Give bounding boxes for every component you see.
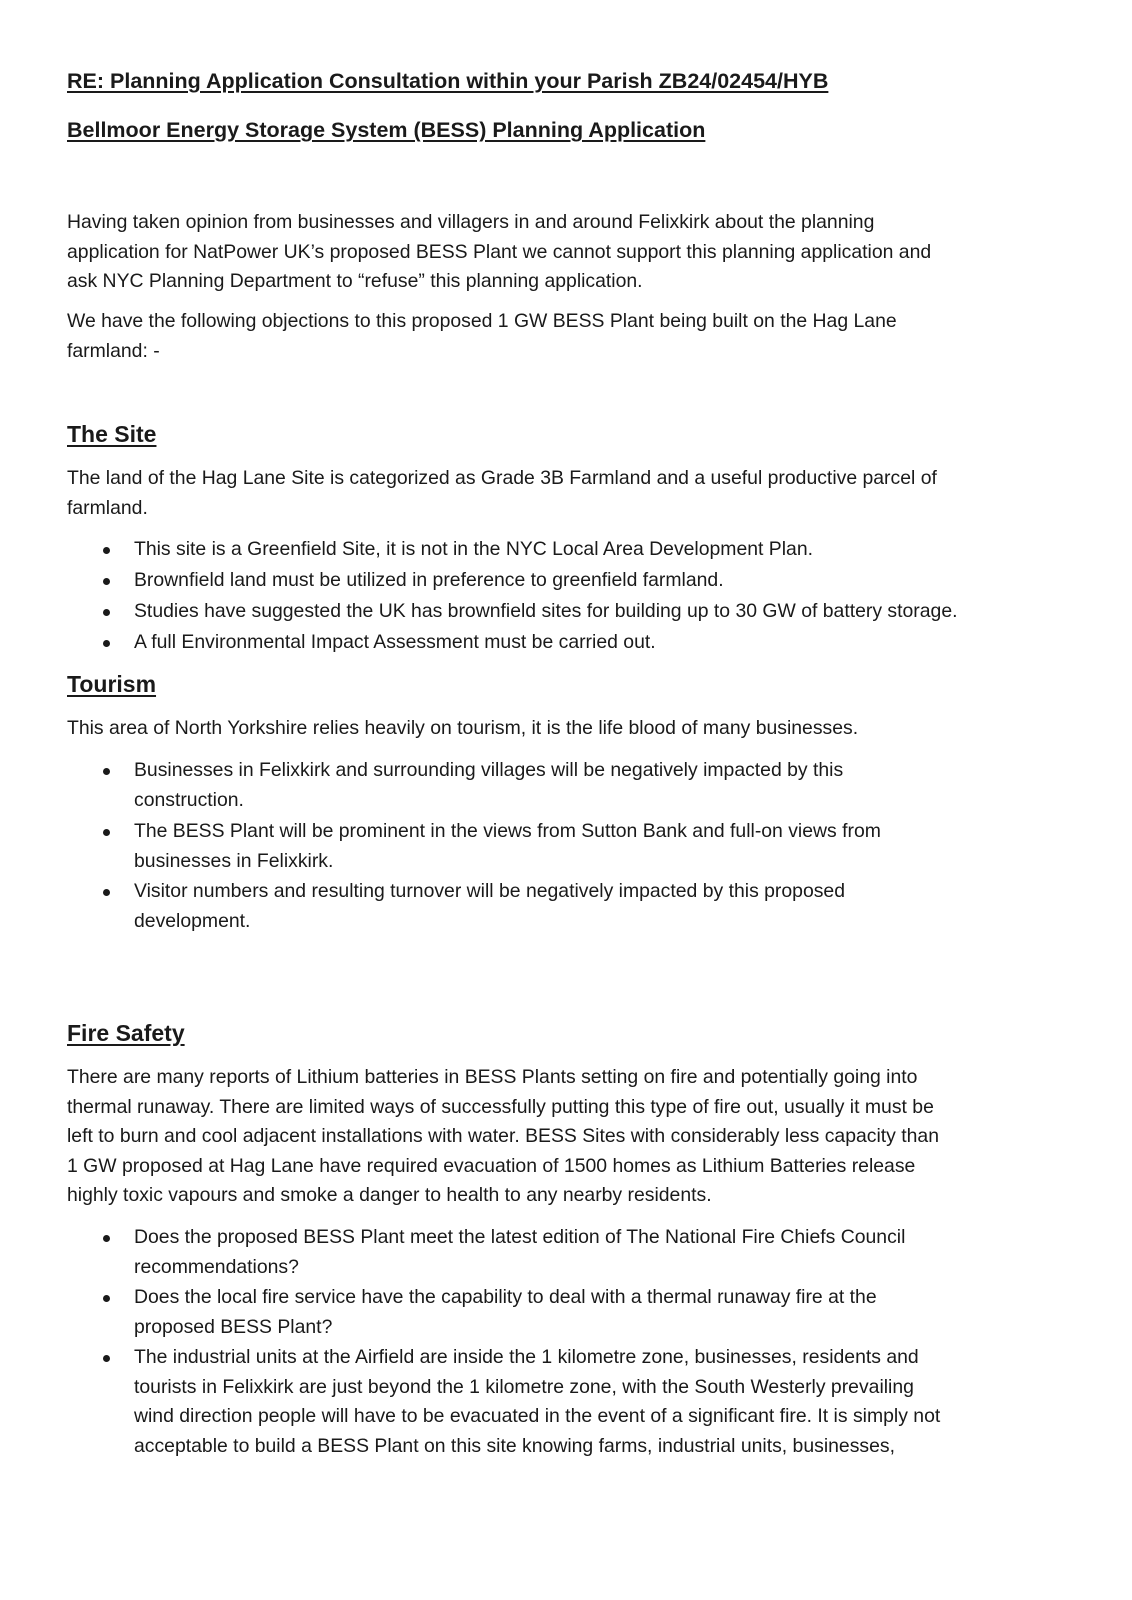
text-line: construction. bbox=[134, 788, 244, 811]
text-line: Does the proposed BESS Plant meet the latest edition of The National Fire Chiefs Council bbox=[134, 1226, 906, 1249]
section-paragraph-line: 1 GW proposed at Hag Lane have required evacuation of 1500 homes as Lithium Batteries release bbox=[67, 1154, 916, 1177]
bullet-icon bbox=[103, 829, 110, 836]
text-line: tourists in Felixkirk are just beyond the 1 kilometre zone, with the South Westerly prevailing bbox=[134, 1375, 914, 1398]
intro-paragraph-line: We have the following objections to this proposed 1 GW BESS Plant being built on the Hag Lane bbox=[67, 310, 897, 333]
section-paragraph-line: There are many reports of Lithium batteries in BESS Plants setting on fire and potentially going into bbox=[67, 1066, 918, 1089]
bullet-icon bbox=[103, 1235, 110, 1242]
text-line: Studies have suggested the UK has brownfield sites for building up to 30 GW of battery storage. bbox=[134, 600, 958, 623]
section-heading: Tourism bbox=[67, 671, 157, 697]
bullet-text bbox=[134, 1343, 940, 1461]
section-paragraph-line: thermal runaway. There are limited ways of successfully putting this type of fire out, usually it must be bbox=[67, 1095, 934, 1118]
intro-paragraph-line: farmland: - bbox=[67, 339, 160, 362]
text-line: recommendations? bbox=[134, 1255, 299, 1278]
text-line: acceptable to build a BESS Plant on this site knowing farms, industrial units, businesses, bbox=[134, 1434, 895, 1457]
bullet-icon bbox=[103, 1295, 110, 1302]
section-heading: Fire Safety bbox=[67, 1020, 185, 1046]
bullet-icon bbox=[103, 547, 110, 554]
bullet-icon bbox=[103, 609, 110, 616]
bullet-text bbox=[134, 628, 656, 658]
section-paragraph-line: highly toxic vapours and smoke a danger to health to any nearby residents. bbox=[67, 1184, 712, 1207]
text-line: This site is a Greenfield Site, it is not in the NYC Local Area Development Plan. bbox=[134, 538, 814, 561]
text-line: A full Environmental Impact Assessment must be carried out. bbox=[134, 631, 656, 654]
document-title: RE: Planning Application Consultation within your Parish ZB24/02454/HYB bbox=[67, 69, 829, 93]
bullet-text bbox=[134, 817, 881, 876]
section-paragraph-line: left to burn and cool adjacent installations with water. BESS Sites with considerably less capacity than bbox=[67, 1125, 939, 1148]
text-line: proposed BESS Plant? bbox=[134, 1315, 333, 1338]
text-line: The industrial units at the Airfield are inside the 1 kilometre zone, businesses, residents and bbox=[134, 1346, 919, 1369]
text-line: wind direction people will have to be evacuated in the event of a significant fire. It is simply not bbox=[134, 1405, 941, 1428]
bullet-icon bbox=[103, 640, 110, 647]
text-line: Visitor numbers and resulting turnover will be negatively impacted by this proposed bbox=[134, 880, 846, 903]
bullet-icon bbox=[103, 1355, 110, 1362]
text-line: Brownfield land must be utilized in preference to greenfield farmland. bbox=[134, 569, 724, 592]
intro-paragraph-line: ask NYC Planning Department to “refuse” this planning application. bbox=[67, 270, 643, 293]
section-paragraph-line: farmland. bbox=[67, 496, 148, 519]
text-line: Businesses in Felixkirk and surrounding villages will be negatively impacted by this bbox=[134, 759, 844, 782]
section-paragraph-line: This area of North Yorkshire relies heavily on tourism, it is the life blood of many businesses. bbox=[67, 717, 859, 740]
section-heading: The Site bbox=[67, 421, 157, 447]
intro-paragraph-line: Having taken opinion from businesses and villagers in and around Felixkirk about the planning bbox=[67, 211, 875, 234]
bullet-text bbox=[134, 756, 843, 815]
bullet-icon bbox=[103, 578, 110, 585]
intro-paragraph-line: application for NatPower UK’s proposed BESS Plant we cannot support this planning application and bbox=[67, 240, 932, 263]
text-line: Does the local fire service have the capability to deal with a thermal runaway fire at the bbox=[134, 1286, 877, 1309]
bullet-text bbox=[134, 597, 958, 627]
bullet-icon bbox=[103, 768, 110, 775]
text-line: development. bbox=[134, 909, 251, 932]
bullet-text bbox=[134, 877, 845, 936]
bullet-text bbox=[134, 1223, 905, 1282]
section-paragraph-line: The land of the Hag Lane Site is categorized as Grade 3B Farmland and a useful productive parcel of bbox=[67, 467, 937, 490]
bullet-icon bbox=[103, 889, 110, 896]
text-line: The BESS Plant will be prominent in the views from Sutton Bank and full-on views from bbox=[134, 820, 881, 843]
bullet-text bbox=[134, 1283, 877, 1342]
bullet-text bbox=[134, 566, 724, 596]
text-line: businesses in Felixkirk. bbox=[134, 849, 334, 872]
bullet-text bbox=[134, 535, 813, 565]
document-title: Bellmoor Energy Storage System (BESS) Planning Application bbox=[67, 118, 706, 142]
